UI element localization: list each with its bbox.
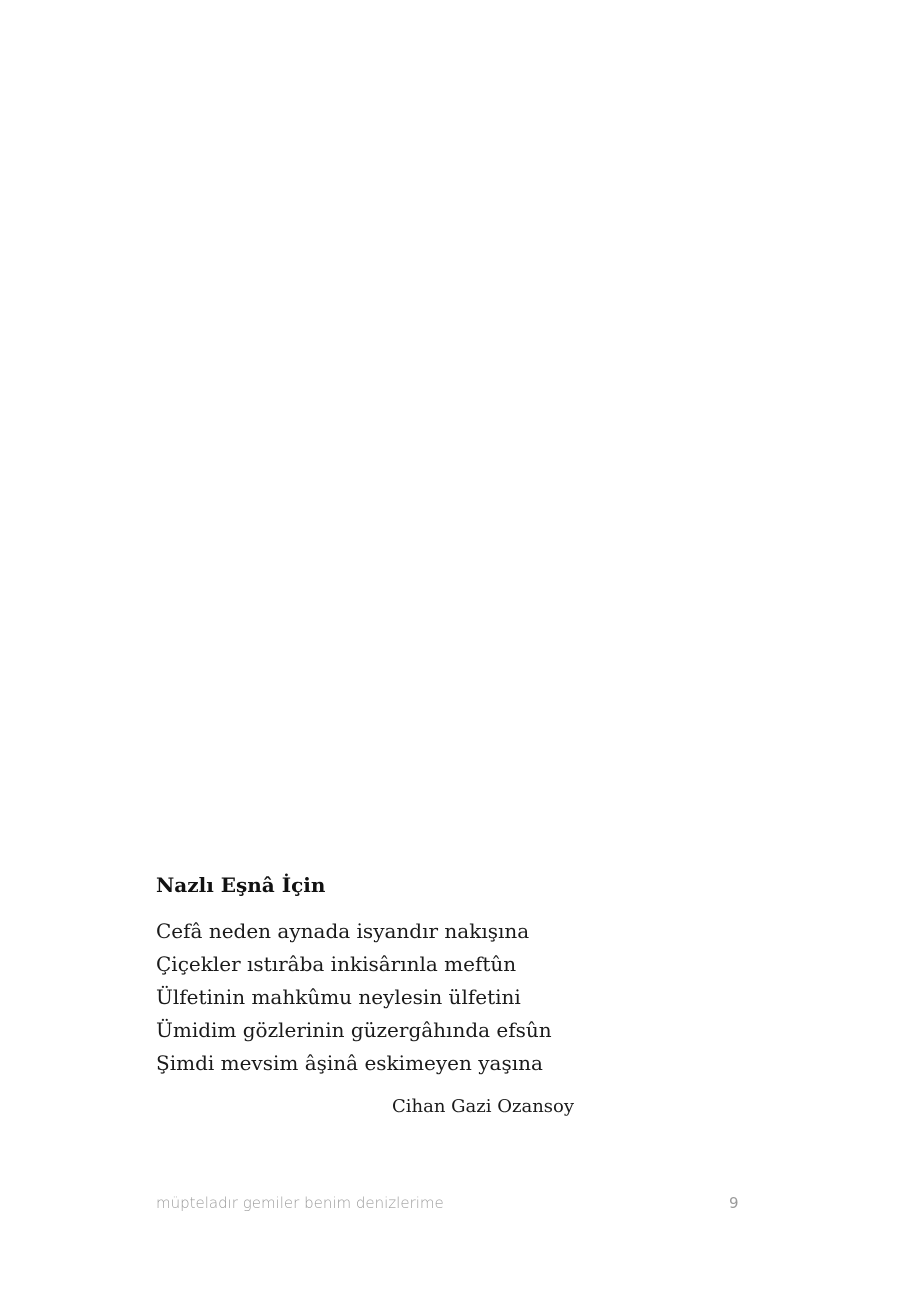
poem-line: Ümidim gözlerinin güzergâhında efsûn: [156, 1018, 552, 1042]
poem-stanza: [156, 915, 552, 1080]
poem-line: Şimdi mevsim âşinâ eskimeyen yaşına: [156, 1051, 543, 1075]
poem-line: Cefâ neden aynada isyandır nakışına: [156, 919, 530, 943]
poem-line: Çiçekler ıstırâba inkisârınla meftûn: [156, 952, 517, 976]
running-footer-book-title: müpteladır gemiler benim denizlerime: [156, 1194, 444, 1212]
page-number: 9: [729, 1194, 739, 1212]
poem-title: Nazlı Eşnâ İçin: [156, 873, 326, 897]
poem-author: Cihan Gazi Ozansoy: [392, 1096, 575, 1117]
poem-line: Ülfetinin mahkûmu neylesin ülfetini: [156, 985, 521, 1009]
